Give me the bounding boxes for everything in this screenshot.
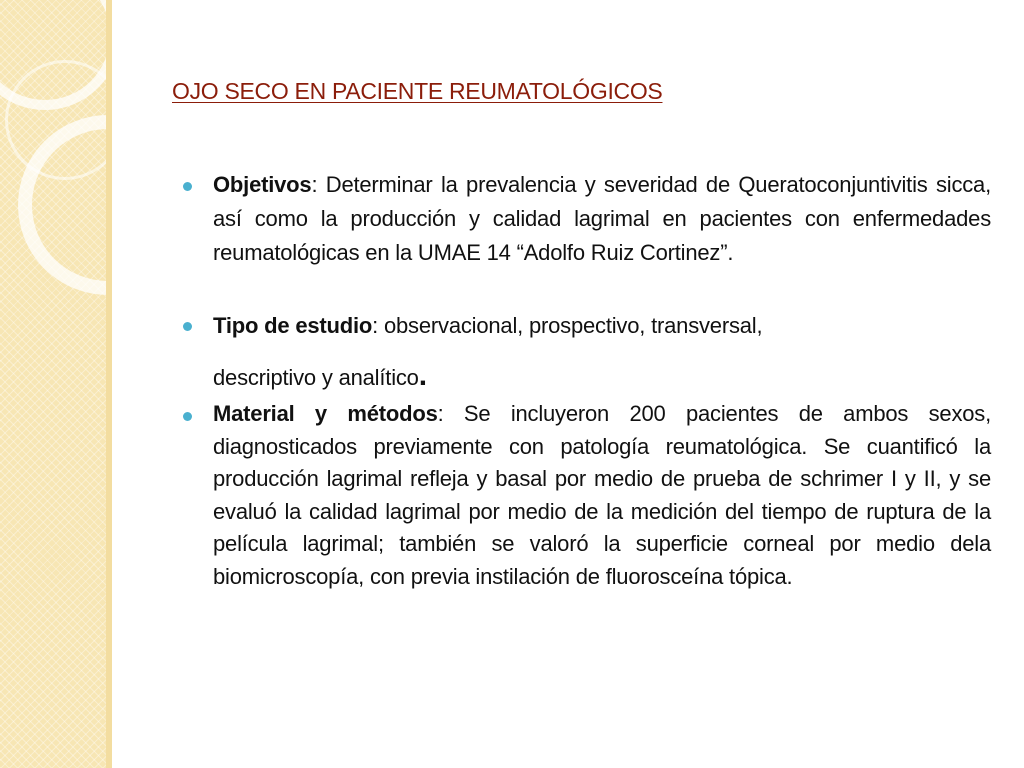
bullet-text: : Se incluyeron 200 pacientes de ambos sexos, diagnosticados previamente con patología reumatológica. Se cuantificó la producción lagrimal refleja y basal por medio de prueba de schrimer I y II, y se evaluó la calidad lagrimal por medio de la medición del tiempo de ruptura de la película lagrimal; también se valoró la superficie corneal por medio dela biomicroscopía, con previa instilación de fluorosceína tópica. — [213, 401, 991, 589]
slide-content — [213, 168, 991, 593]
strip-edge — [106, 0, 112, 768]
bullet-end-period: . — [418, 359, 427, 392]
bullet-tipo-de-estudio — [213, 308, 991, 396]
bullet-objetivos — [213, 168, 991, 270]
bullet-material-y-metodos — [213, 398, 991, 593]
bullet-text-continuation — [213, 358, 991, 396]
bullet-label: Material y métodos — [213, 401, 438, 426]
bullet-text: : Determinar la prevalencia y severidad de Queratoconjuntivitis sicca, así como la producción y calidad lagrimal en pacientes con enfermedades reumatológicas en la UMAE 14 “Adolfo Ruiz Cortinez”. — [213, 172, 991, 265]
bullet-label: Tipo de estudio — [213, 313, 373, 338]
decorative-side-strip — [0, 0, 112, 768]
bullet-text: : observacional, prospectivo, transversal, — [372, 313, 763, 338]
bullet-label: Objetivos — [213, 172, 312, 197]
slide-title: OJO SECO EN PACIENTE REUMATOLÓGICOS — [172, 78, 663, 104]
bullet-text-line2: descriptivo y analítico — [213, 365, 419, 390]
